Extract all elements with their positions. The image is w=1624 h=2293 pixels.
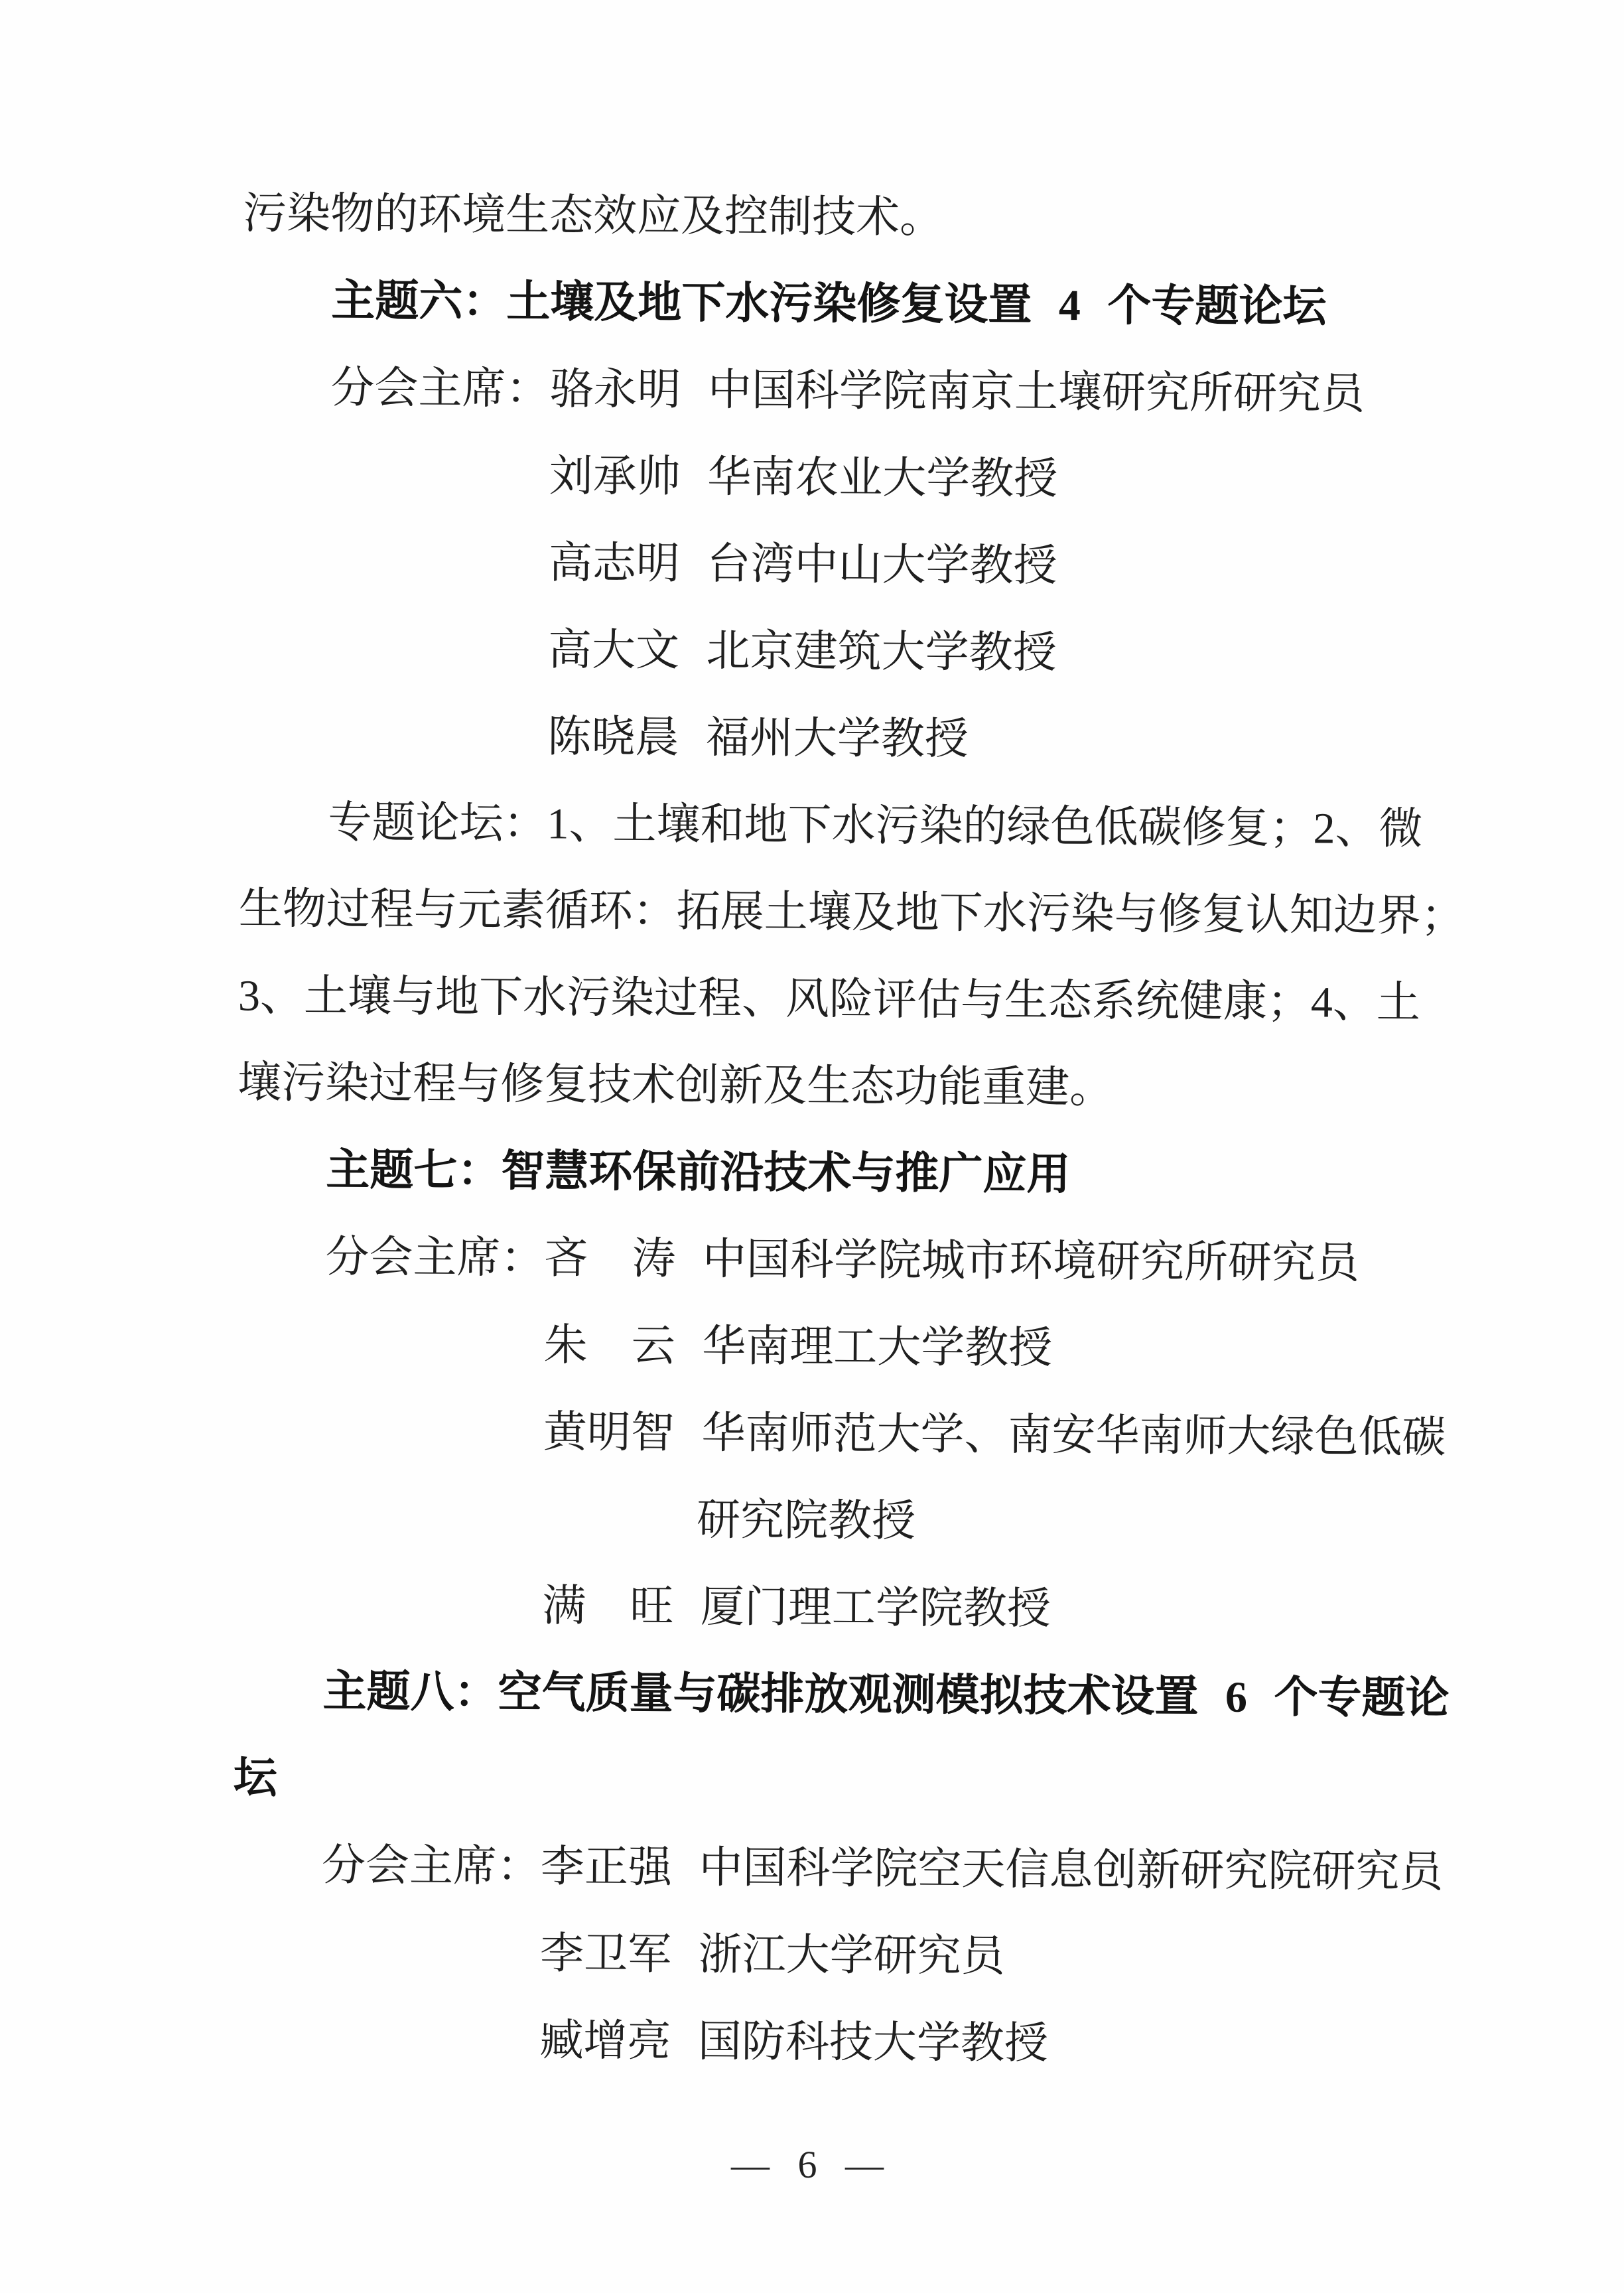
topic-6-heading: 主题六：土壤及地下水污染修复设置 4 个专题论坛 bbox=[331, 277, 1327, 332]
topic-7-chair-line-continuation: 研究院教授 bbox=[696, 1495, 916, 1546]
topic-6-forums-line: 3、土壤与地下水污染过程、风险评估与生态系统健康；4、土 bbox=[237, 971, 1421, 1028]
topic-7-chair-line: 黄明智 华南师范大学、南安华南师大绿色低碳 bbox=[543, 1408, 1446, 1462]
topic-6-forums-line: 生物过程与元素循环：拓展土壤及地下水污染与修复认知边界； bbox=[238, 884, 1465, 941]
topic-6-chair-line: 高大文 北京建筑大学教授 bbox=[547, 626, 1057, 678]
topic-8-chairs-line: 分会主席：李正强 中国科学院空天信息创新研究院研究员 bbox=[321, 1841, 1444, 1897]
page-number: — 6 — bbox=[731, 2143, 893, 2186]
topic-8-heading: 主题八：空气质量与碳排放观测模拟技术设置 6 个专题论 bbox=[322, 1667, 1450, 1723]
topic-7-heading: 主题七：智慧环保前沿技术与推广应用 bbox=[326, 1146, 1071, 1200]
topic-6-chair-line: 高志明 台湾中山大学教授 bbox=[548, 539, 1057, 591]
topic-6-forums-line: 专题论坛：1、土壤和地下水污染的绿色低碳修复；2、微 bbox=[328, 798, 1423, 854]
topic-7-chair-line: 满 旺 厦门理工学院教授 bbox=[542, 1582, 1051, 1633]
topic-7-chair-line: 朱 云 华南理工大学教授 bbox=[543, 1321, 1053, 1373]
topic-6-chair-line: 刘承帅 华南农业大学教授 bbox=[549, 452, 1058, 504]
topic-8-chair-line: 李卫军 浙江大学研究员 bbox=[539, 1929, 1005, 1981]
paragraph-continuation-line: 污染物的环境生态效应及控制技术。 bbox=[242, 189, 944, 242]
topic-6-chairs-line: 分会主席：骆永明 中国科学院南京土壤研究所研究员 bbox=[330, 364, 1365, 419]
topic-8-chair-line: 臧增亮 国防科技大学教授 bbox=[539, 2016, 1049, 2068]
topic-6-chair-line: 陈晓晨 福州大学教授 bbox=[547, 713, 969, 764]
topic-7-chairs-line: 分会主席：吝 涛 中国科学院城市环境研究所研究员 bbox=[325, 1233, 1360, 1288]
topic-8-heading-continuation: 坛 bbox=[233, 1754, 277, 1803]
topic-6-forums-line: 壤污染过程与修复技术创新及生态功能重建。 bbox=[237, 1058, 1114, 1113]
document-body bbox=[232, 170, 1465, 2089]
